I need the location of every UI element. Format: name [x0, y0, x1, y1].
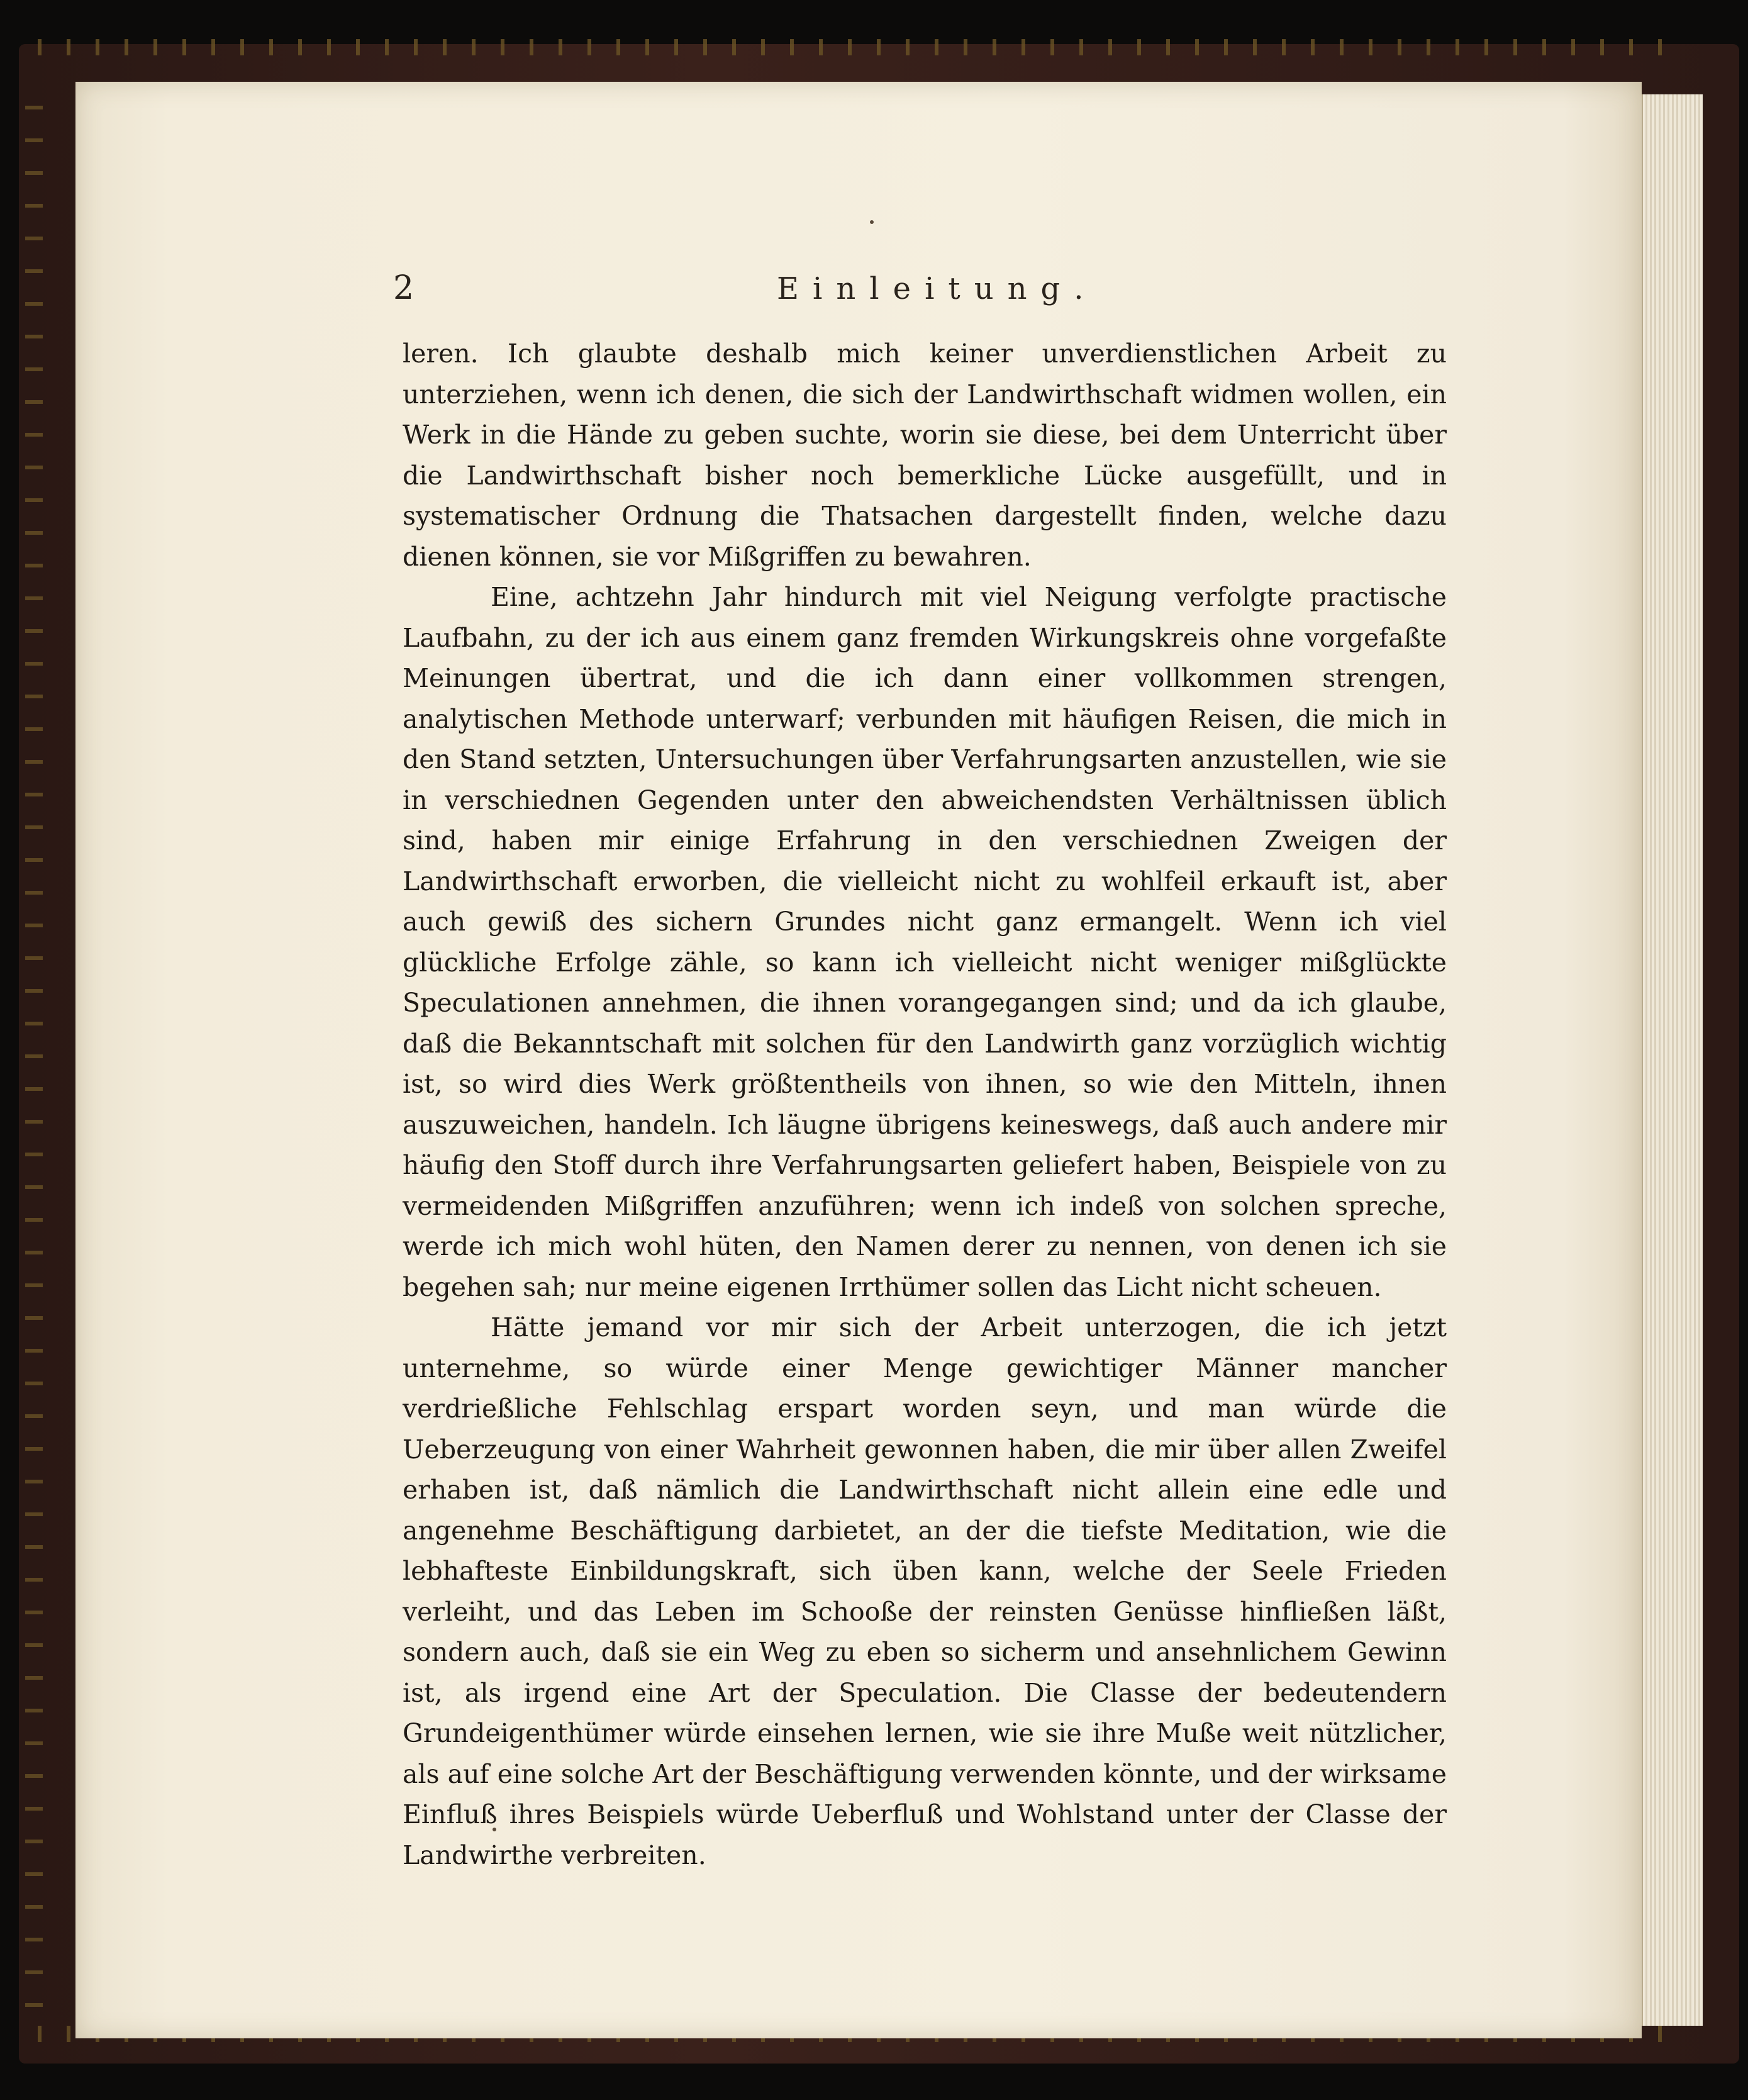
paragraph-1: leren. Ich glaubte deshalb mich keiner unverdienstlichen Arbeit zu unterziehen, wenn ich denen, die sich der Landwirthschaft widmen wollen, ein Werk in die Hände zu geben suchte, worin sie diese, bei dem Unterricht über die Landwirthschaft bisher noch bemerkliche Lücke ausgefüllt, und in systematischer Ordnung die Thatsachen dargestellt finden, welche dazu dienen können, sie vor Mißgriffen zu bewahren.	[403, 338, 1447, 572]
cover-gilt-border-left	[25, 88, 43, 2007]
paper-speck	[870, 220, 874, 224]
page-header	[393, 269, 1462, 313]
running-title: Einleitung.	[777, 271, 1098, 306]
page-edges	[1642, 94, 1703, 2026]
paragraph-2: Eine, achtzehn Jahr hindurch mit viel Neigung verfolgte practische Laufbahn, zu der ich aus einem ganz fremden Wirkungskreis ohne vorgefaßte Meinungen übertrat, und die ich dann einer vollkommen strengen, analytischen Methode unterwarf; verbunden mit häufigen Reisen, die mich in den Stand setzten, Untersuchungen über Verfahrungsarten anzustellen, wie sie in verschiednen Gegenden unter den abweichendsten Verhältnissen üblich sind, haben mir einige Erfahrung in den verschiednen Zweigen der Landwirthschaft erworben, die vielleicht nicht zu wohlfeil erkauft ist, aber auch gewiß des sichern Grundes nicht ganz ermangelt. Wenn ich viel glückliche Erfolge zähle, so kann ich vielleicht nicht weniger mißglückte Speculationen annehmen, die ihnen vorangegangen sind; und da ich glaube, daß die Bekanntschaft mit solchen für den Landwirth ganz vorzüglich wichtig ist, so wird dies Werk größtentheils von ihnen, so wie den Mitteln, ihnen auszuweichen, handeln. Ich läugne übrigens keineswegs, daß auch andere mir häufig den Stoff durch ihre Verfahrungsarten geliefert haben, Beispiele von zu vermeidenden Mißgriffen anzuführen; wenn ich indeß von solchen spreche, werde ich mich wohl hüten, den Namen derer zu nennen, von denen ich sie begehen sah; nur meine eigenen Irrthümer sollen das Licht nicht scheuen.	[403, 582, 1447, 1302]
page-number: 2	[393, 269, 415, 307]
paragraph-3: Hätte jemand vor mir sich der Arbeit unterzogen, die ich jetzt unternehme, so würde einer Menge gewichtiger Männer mancher verdrießliche Fehlschlag erspart worden seyn, und man würde die Ueberzeugung von einer Wahrheit gewonnen haben, die mir über allen Zweifel erhaben ist, daß nämlich die Landwirthschaft nicht allein eine edle und angenehme Beschäftigung darbietet, an der die tiefste Meditation, wie die lebhafteste Einbildungskraft, sich üben kann, welche der Seele Frieden verleiht, und das Leben im Schooße der reinsten Genüsse hinfließen läßt, sondern auch, daß sie ein Weg zu eben so sicherm und ansehnlichem Gewinn ist, als irgend eine Art der Speculation. Die Classe der bedeutendern Grundeigenthümer würde einsehen lernen, wie sie ihre Muße weit nützlicher, als auf eine solche Art der Beschäftigung verwenden könnte, und der wirksame Einfluß ihres Beispiels würde Ueberfluß und Wohlstand unter der Classe der Landwirthe verbreiten.	[403, 1312, 1447, 1870]
body-text	[403, 333, 1447, 1875]
cover-gilt-border-top	[38, 39, 1686, 55]
